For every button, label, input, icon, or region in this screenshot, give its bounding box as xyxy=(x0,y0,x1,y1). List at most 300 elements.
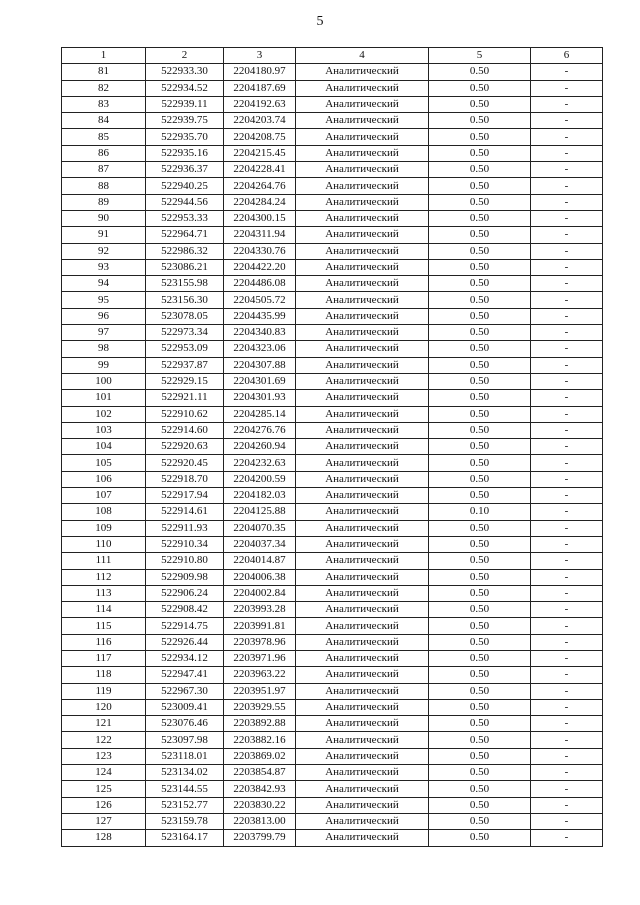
table-cell: 0.50 xyxy=(429,569,531,585)
table-cell: Аналитический xyxy=(296,488,429,504)
table-cell: Аналитический xyxy=(296,210,429,226)
table-cell: 522914.60 xyxy=(146,422,224,438)
table-cell: - xyxy=(531,569,603,585)
table-cell: Аналитический xyxy=(296,80,429,96)
table-cell: 0.50 xyxy=(429,667,531,683)
table-cell: 0.50 xyxy=(429,276,531,292)
table-cell: 522910.80 xyxy=(146,553,224,569)
table-cell: 522914.75 xyxy=(146,618,224,634)
table-cell: 125 xyxy=(62,781,146,797)
table-cell: - xyxy=(531,357,603,373)
table-cell: 2204192.63 xyxy=(224,96,296,112)
table-cell: - xyxy=(531,243,603,259)
table-cell: 523078.05 xyxy=(146,308,224,324)
table-cell: Аналитический xyxy=(296,699,429,715)
table-cell: - xyxy=(531,292,603,308)
table-cell: Аналитический xyxy=(296,830,429,846)
table-row xyxy=(62,569,603,585)
table-cell: 2203842.93 xyxy=(224,781,296,797)
table-row xyxy=(62,341,603,357)
table-cell: 523134.02 xyxy=(146,765,224,781)
table-cell: 522914.61 xyxy=(146,504,224,520)
header-cell: 5 xyxy=(429,48,531,64)
table-row xyxy=(62,96,603,112)
table-row xyxy=(62,585,603,601)
table-cell: 0.10 xyxy=(429,504,531,520)
table-cell: 523097.98 xyxy=(146,732,224,748)
table-cell: 86 xyxy=(62,145,146,161)
table-cell: Аналитический xyxy=(296,536,429,552)
table-cell: Аналитический xyxy=(296,406,429,422)
table-cell: 0.50 xyxy=(429,553,531,569)
table-cell: 0.50 xyxy=(429,683,531,699)
table-cell: 522953.33 xyxy=(146,210,224,226)
table-cell: 0.50 xyxy=(429,373,531,389)
table-cell: 97 xyxy=(62,325,146,341)
table-cell: 522944.56 xyxy=(146,194,224,210)
table-cell: Аналитический xyxy=(296,129,429,145)
table-cell: - xyxy=(531,439,603,455)
table-row xyxy=(62,64,603,80)
table-row xyxy=(62,683,603,699)
table-cell: Аналитический xyxy=(296,178,429,194)
table-cell: - xyxy=(531,667,603,683)
table-cell: Аналитический xyxy=(296,504,429,520)
table-cell: 2204200.59 xyxy=(224,471,296,487)
table-cell: 522929.15 xyxy=(146,373,224,389)
table-cell: Аналитический xyxy=(296,162,429,178)
table-cell: 522964.71 xyxy=(146,227,224,243)
table-cell: 91 xyxy=(62,227,146,243)
table-cell: 2203799.79 xyxy=(224,830,296,846)
table-row xyxy=(62,439,603,455)
table-cell: 2204323.06 xyxy=(224,341,296,357)
table-cell: 2204232.63 xyxy=(224,455,296,471)
table-cell: 522936.37 xyxy=(146,162,224,178)
table-cell: 2204002.84 xyxy=(224,585,296,601)
table-row xyxy=(62,667,603,683)
table-cell: 111 xyxy=(62,553,146,569)
table-cell: 104 xyxy=(62,439,146,455)
table-cell: 2203993.28 xyxy=(224,602,296,618)
table-row xyxy=(62,813,603,829)
table-cell: 522909.98 xyxy=(146,569,224,585)
table-cell: Аналитический xyxy=(296,96,429,112)
table-cell: Аналитический xyxy=(296,732,429,748)
table-cell: - xyxy=(531,536,603,552)
table-cell: - xyxy=(531,373,603,389)
table-cell: 2204330.76 xyxy=(224,243,296,259)
table-cell: 2203951.97 xyxy=(224,683,296,699)
table-cell: Аналитический xyxy=(296,390,429,406)
table-cell: Аналитический xyxy=(296,422,429,438)
table-cell: 128 xyxy=(62,830,146,846)
table-cell: - xyxy=(531,80,603,96)
table-cell: 2203929.55 xyxy=(224,699,296,715)
table-cell: - xyxy=(531,178,603,194)
table-cell: 2203971.96 xyxy=(224,650,296,666)
table-cell: 0.50 xyxy=(429,259,531,275)
table-cell: 123 xyxy=(62,748,146,764)
table-cell: 108 xyxy=(62,504,146,520)
table-cell: 2203813.00 xyxy=(224,813,296,829)
table-cell: Аналитический xyxy=(296,113,429,129)
table-cell: 0.50 xyxy=(429,145,531,161)
table-cell: 105 xyxy=(62,455,146,471)
table-row xyxy=(62,390,603,406)
table-cell: 523159.78 xyxy=(146,813,224,829)
table-cell: 0.50 xyxy=(429,210,531,226)
table-cell: 110 xyxy=(62,536,146,552)
table-cell: 0.50 xyxy=(429,650,531,666)
table-cell: 2204180.97 xyxy=(224,64,296,80)
table-cell: 0.50 xyxy=(429,830,531,846)
table-cell: 522939.75 xyxy=(146,113,224,129)
header-cell: 1 xyxy=(62,48,146,64)
table-cell: 523152.77 xyxy=(146,797,224,813)
table-cell: - xyxy=(531,553,603,569)
table-row xyxy=(62,194,603,210)
table-cell: Аналитический xyxy=(296,650,429,666)
table-cell: Аналитический xyxy=(296,64,429,80)
table-cell: Аналитический xyxy=(296,471,429,487)
table-row xyxy=(62,227,603,243)
table-cell: 522908.42 xyxy=(146,602,224,618)
table-cell: 120 xyxy=(62,699,146,715)
table-cell: 122 xyxy=(62,732,146,748)
table-row xyxy=(62,650,603,666)
table-cell: 2204300.15 xyxy=(224,210,296,226)
table-cell: Аналитический xyxy=(296,569,429,585)
table-cell: Аналитический xyxy=(296,765,429,781)
table-cell: Аналитический xyxy=(296,683,429,699)
table-cell: 522934.52 xyxy=(146,80,224,96)
table-cell: Аналитический xyxy=(296,813,429,829)
table-row xyxy=(62,748,603,764)
table-cell: 2204276.76 xyxy=(224,422,296,438)
table-cell: - xyxy=(531,325,603,341)
table-cell: 113 xyxy=(62,585,146,601)
table-cell: - xyxy=(531,259,603,275)
table-cell: - xyxy=(531,781,603,797)
table-row xyxy=(62,162,603,178)
table-cell: 522967.30 xyxy=(146,683,224,699)
table-cell: 522953.09 xyxy=(146,341,224,357)
table-cell: 99 xyxy=(62,357,146,373)
table-cell: 82 xyxy=(62,80,146,96)
table-row xyxy=(62,732,603,748)
table-cell: 2203978.96 xyxy=(224,634,296,650)
table-cell: Аналитический xyxy=(296,455,429,471)
header-cell: 6 xyxy=(531,48,603,64)
table-cell: 0.50 xyxy=(429,520,531,536)
table-cell: - xyxy=(531,341,603,357)
table-row xyxy=(62,765,603,781)
table-cell: 2204422.20 xyxy=(224,259,296,275)
table-cell: 84 xyxy=(62,113,146,129)
table-row xyxy=(62,471,603,487)
table-row xyxy=(62,210,603,226)
table-row xyxy=(62,178,603,194)
table-cell: 0.50 xyxy=(429,781,531,797)
coordinates-table-body xyxy=(62,48,603,847)
table-cell: 0.50 xyxy=(429,194,531,210)
table-cell: 2204435.99 xyxy=(224,308,296,324)
table-row xyxy=(62,455,603,471)
table-cell: - xyxy=(531,194,603,210)
table-cell: - xyxy=(531,830,603,846)
table-cell: Аналитический xyxy=(296,520,429,536)
table-cell: 2204037.34 xyxy=(224,536,296,552)
table-cell: 2204203.74 xyxy=(224,113,296,129)
table-cell: 0.50 xyxy=(429,80,531,96)
table-cell: - xyxy=(531,683,603,699)
table-cell: 0.50 xyxy=(429,227,531,243)
table-cell: Аналитический xyxy=(296,634,429,650)
table-cell: - xyxy=(531,64,603,80)
table-cell: 103 xyxy=(62,422,146,438)
table-cell: - xyxy=(531,797,603,813)
table-cell: - xyxy=(531,732,603,748)
table-cell: 522973.34 xyxy=(146,325,224,341)
table-row xyxy=(62,536,603,552)
table-cell: Аналитический xyxy=(296,194,429,210)
table-cell: 0.50 xyxy=(429,406,531,422)
table-cell: - xyxy=(531,276,603,292)
table-cell: - xyxy=(531,765,603,781)
table-cell: 0.50 xyxy=(429,471,531,487)
table-cell: 522906.24 xyxy=(146,585,224,601)
table-row xyxy=(62,488,603,504)
table-cell: 0.50 xyxy=(429,308,531,324)
table-cell: Аналитический xyxy=(296,325,429,341)
table-cell: - xyxy=(531,471,603,487)
table-cell: Аналитический xyxy=(296,308,429,324)
table-cell: 93 xyxy=(62,259,146,275)
table-cell: 2204284.24 xyxy=(224,194,296,210)
table-cell: - xyxy=(531,748,603,764)
table-row xyxy=(62,618,603,634)
table-cell: 0.50 xyxy=(429,716,531,732)
table-cell: 2204311.94 xyxy=(224,227,296,243)
table-cell: 101 xyxy=(62,390,146,406)
table-row xyxy=(62,357,603,373)
table-cell: 522935.16 xyxy=(146,145,224,161)
table-cell: - xyxy=(531,210,603,226)
table-cell: 522920.45 xyxy=(146,455,224,471)
table-row xyxy=(62,422,603,438)
table-cell: 126 xyxy=(62,797,146,813)
table-cell: 2203869.02 xyxy=(224,748,296,764)
table-cell: Аналитический xyxy=(296,357,429,373)
table-row xyxy=(62,520,603,536)
table-cell: 2204340.83 xyxy=(224,325,296,341)
table-cell: 0.50 xyxy=(429,341,531,357)
table-cell: 94 xyxy=(62,276,146,292)
table-cell: 523164.17 xyxy=(146,830,224,846)
table-cell: 522911.93 xyxy=(146,520,224,536)
table-cell: 81 xyxy=(62,64,146,80)
table-cell: Аналитический xyxy=(296,243,429,259)
table-cell: 2203854.87 xyxy=(224,765,296,781)
table-cell: Аналитический xyxy=(296,716,429,732)
table-cell: - xyxy=(531,227,603,243)
table-cell: - xyxy=(531,716,603,732)
table-cell: 92 xyxy=(62,243,146,259)
table-cell: 2204208.75 xyxy=(224,129,296,145)
table-cell: 0.50 xyxy=(429,292,531,308)
table-cell: 2204125.88 xyxy=(224,504,296,520)
table-row xyxy=(62,716,603,732)
table-row xyxy=(62,308,603,324)
table-cell: 2204260.94 xyxy=(224,439,296,455)
table-cell: - xyxy=(531,390,603,406)
table-cell: 2204486.08 xyxy=(224,276,296,292)
table-cell: 100 xyxy=(62,373,146,389)
table-cell: Аналитический xyxy=(296,276,429,292)
table-cell: Аналитический xyxy=(296,439,429,455)
table-cell: 124 xyxy=(62,765,146,781)
table-cell: - xyxy=(531,504,603,520)
table-cell: 2203963.22 xyxy=(224,667,296,683)
table-cell: 107 xyxy=(62,488,146,504)
table-cell: - xyxy=(531,96,603,112)
table-cell: 522986.32 xyxy=(146,243,224,259)
table-cell: - xyxy=(531,455,603,471)
table-cell: 116 xyxy=(62,634,146,650)
table-row xyxy=(62,797,603,813)
table-cell: 0.50 xyxy=(429,765,531,781)
header-cell: 2 xyxy=(146,48,224,64)
table-cell: - xyxy=(531,162,603,178)
table-cell: 0.50 xyxy=(429,113,531,129)
table-cell: 523086.21 xyxy=(146,259,224,275)
table-row xyxy=(62,129,603,145)
table-cell: - xyxy=(531,129,603,145)
table-cell: 112 xyxy=(62,569,146,585)
table-cell: Аналитический xyxy=(296,602,429,618)
table-cell: 83 xyxy=(62,96,146,112)
table-cell: 2204301.93 xyxy=(224,390,296,406)
table-cell: 95 xyxy=(62,292,146,308)
table-cell: - xyxy=(531,488,603,504)
table-cell: 0.50 xyxy=(429,602,531,618)
table-row xyxy=(62,553,603,569)
table-cell: 522935.70 xyxy=(146,129,224,145)
table-cell: - xyxy=(531,113,603,129)
table-cell: 2204014.87 xyxy=(224,553,296,569)
table-cell: - xyxy=(531,520,603,536)
table-cell: 522910.34 xyxy=(146,536,224,552)
table-cell: 2204215.45 xyxy=(224,145,296,161)
table-cell: 0.50 xyxy=(429,178,531,194)
table-cell: 2204505.72 xyxy=(224,292,296,308)
table-cell: 523156.30 xyxy=(146,292,224,308)
table-cell: - xyxy=(531,618,603,634)
table-row xyxy=(62,504,603,520)
table-cell: 98 xyxy=(62,341,146,357)
table-cell: 102 xyxy=(62,406,146,422)
table-cell: 2203892.88 xyxy=(224,716,296,732)
table-cell: 88 xyxy=(62,178,146,194)
table-row xyxy=(62,259,603,275)
table-cell: - xyxy=(531,145,603,161)
table-cell: 0.50 xyxy=(429,439,531,455)
table-cell: Аналитический xyxy=(296,145,429,161)
table-cell: 0.50 xyxy=(429,422,531,438)
table-cell: 114 xyxy=(62,602,146,618)
table-cell: 121 xyxy=(62,716,146,732)
table-cell: 90 xyxy=(62,210,146,226)
table-cell: 0.50 xyxy=(429,162,531,178)
table-cell: 2204182.03 xyxy=(224,488,296,504)
table-cell: Аналитический xyxy=(296,553,429,569)
table-cell: 0.50 xyxy=(429,390,531,406)
table-cell: 0.50 xyxy=(429,96,531,112)
table-cell: Аналитический xyxy=(296,797,429,813)
header-cell: 4 xyxy=(296,48,429,64)
table-cell: 0.50 xyxy=(429,634,531,650)
table-cell: 0.50 xyxy=(429,64,531,80)
table-cell: 118 xyxy=(62,667,146,683)
table-cell: 117 xyxy=(62,650,146,666)
table-cell: 522926.44 xyxy=(146,634,224,650)
table-cell: 522933.30 xyxy=(146,64,224,80)
table-cell: 0.50 xyxy=(429,585,531,601)
table-cell: 127 xyxy=(62,813,146,829)
table-cell: Аналитический xyxy=(296,373,429,389)
table-cell: 0.50 xyxy=(429,536,531,552)
table-cell: 0.50 xyxy=(429,357,531,373)
table-row xyxy=(62,80,603,96)
table-cell: 96 xyxy=(62,308,146,324)
table-cell: - xyxy=(531,406,603,422)
table-row xyxy=(62,699,603,715)
table-cell: 522917.94 xyxy=(146,488,224,504)
table-cell: Аналитический xyxy=(296,227,429,243)
table-cell: 523009.41 xyxy=(146,699,224,715)
table-cell: 0.50 xyxy=(429,325,531,341)
table-cell: 0.50 xyxy=(429,618,531,634)
table-cell: 522947.41 xyxy=(146,667,224,683)
coordinates-table xyxy=(61,47,603,847)
table-row xyxy=(62,276,603,292)
table-cell: 523076.46 xyxy=(146,716,224,732)
table-cell: 2204264.76 xyxy=(224,178,296,194)
table-cell: 119 xyxy=(62,683,146,699)
table-cell: - xyxy=(531,634,603,650)
table-cell: 2204301.69 xyxy=(224,373,296,389)
table-cell: Аналитический xyxy=(296,292,429,308)
table-row xyxy=(62,243,603,259)
table-cell: 0.50 xyxy=(429,129,531,145)
table-row xyxy=(62,602,603,618)
table-cell: Аналитический xyxy=(296,341,429,357)
table-cell: 2204187.69 xyxy=(224,80,296,96)
table-cell: - xyxy=(531,422,603,438)
table-cell: 522934.12 xyxy=(146,650,224,666)
table-cell: Аналитический xyxy=(296,259,429,275)
table-cell: 87 xyxy=(62,162,146,178)
table-cell: 0.50 xyxy=(429,699,531,715)
table-cell: Аналитический xyxy=(296,618,429,634)
table-cell: 115 xyxy=(62,618,146,634)
table-cell: Аналитический xyxy=(296,748,429,764)
table-cell: 522940.25 xyxy=(146,178,224,194)
table-row xyxy=(62,781,603,797)
table-cell: 85 xyxy=(62,129,146,145)
table-cell: 2204070.35 xyxy=(224,520,296,536)
